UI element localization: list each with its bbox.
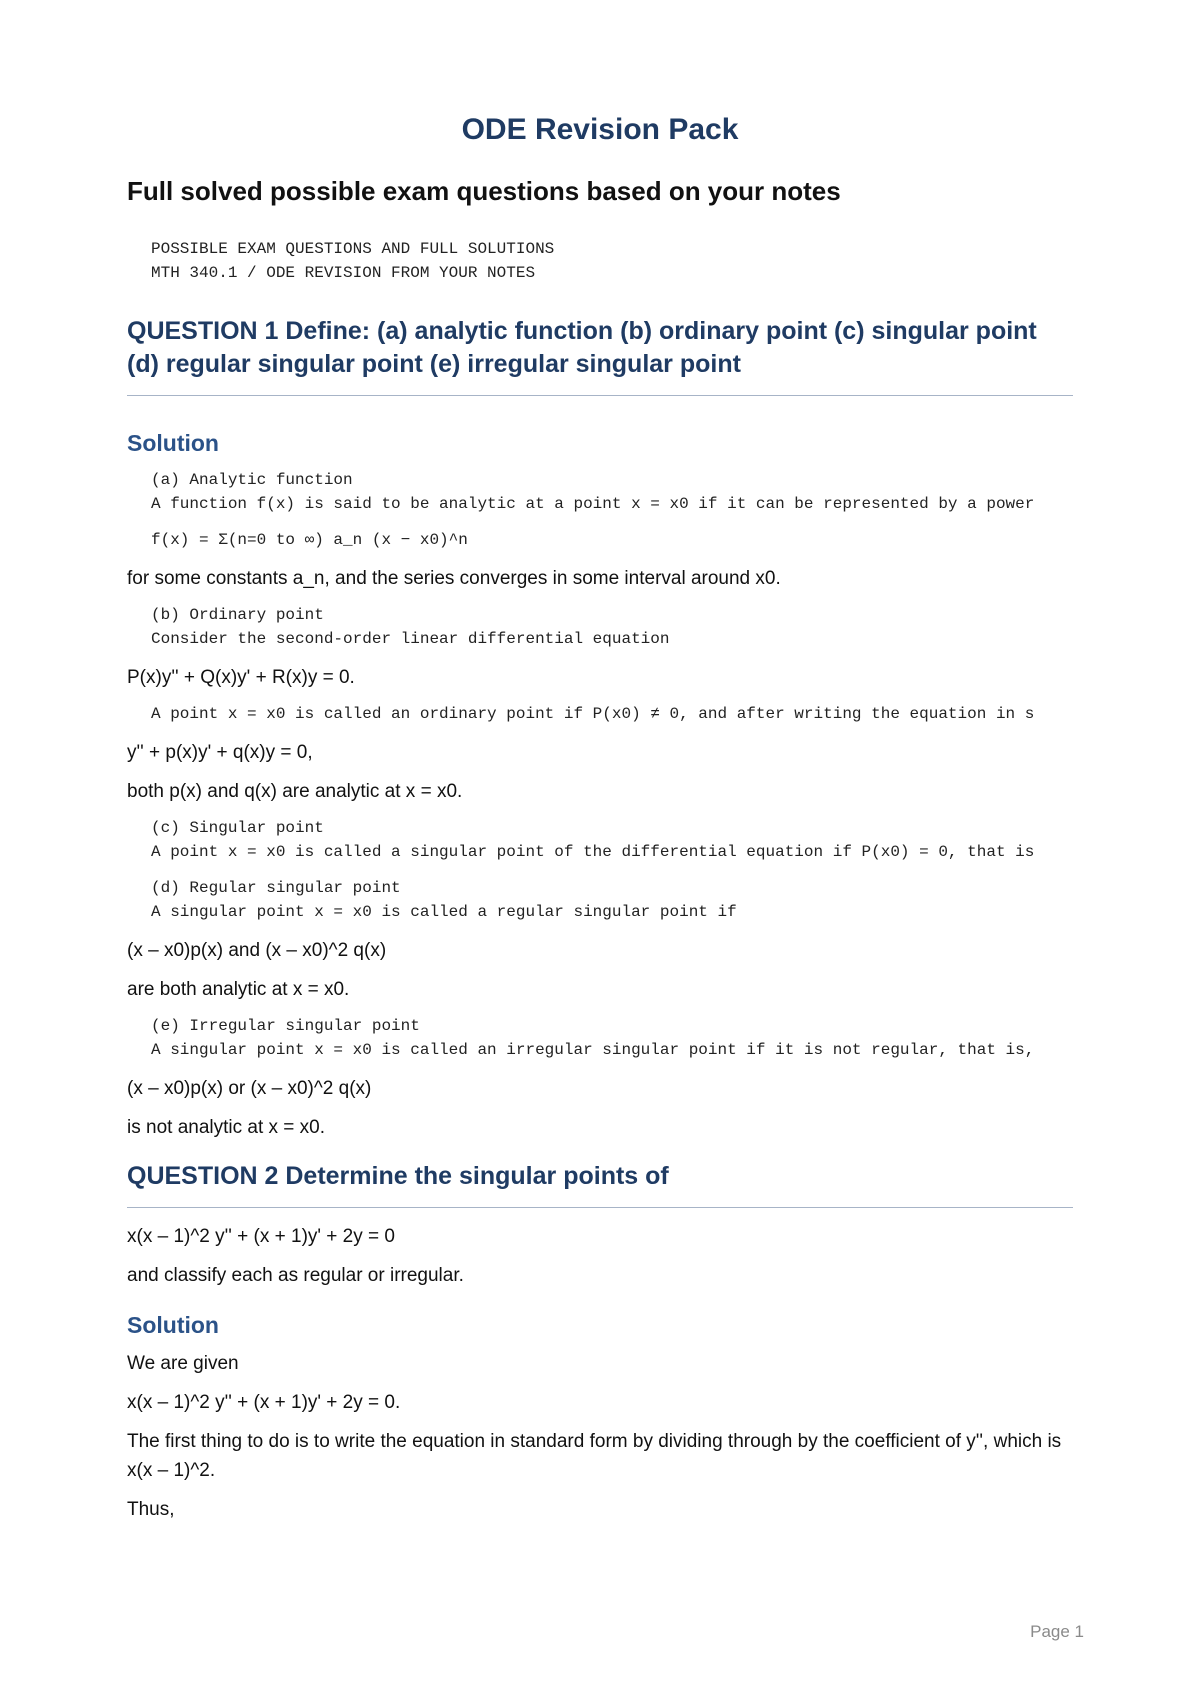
header-block	[127, 237, 1200, 285]
equation: x(x – 1)^2 y'' + (x + 1)y' + 2y = 0	[127, 1225, 395, 1247]
equation: x(x – 1)^2 y'' + (x + 1)y' + 2y = 0.	[127, 1392, 401, 1414]
paragraph: and classify each as regular or irregular.	[127, 1264, 464, 1286]
header-line: POSSIBLE EXAM QUESTIONS AND FULL SOLUTIONS	[151, 240, 555, 259]
definition-analytic	[127, 468, 1200, 564]
definition-text: A singular point x = x0 is called a regular singular point if	[151, 902, 737, 921]
question-1-solution-label: Solution	[127, 430, 219, 457]
definition-regular-singular	[127, 876, 1200, 936]
definition-text: A point x = x0 is called an ordinary point if P(x0) ≠ 0, and after writing the equation in s	[151, 704, 1035, 723]
question-1-heading: QUESTION 1 Define: (a) analytic function (b) ordinary point (c) singular point (d) regular singular point (e) irregular singular point	[127, 315, 1073, 396]
definition-title: (b) Ordinary point	[151, 605, 324, 624]
definition-title: (d) Regular singular point	[151, 878, 401, 897]
formula: f(x) = Σ(n=0 to ∞) a_n (x − x0)^n	[151, 530, 468, 549]
definition-text: Consider the second-order linear differential equation	[151, 629, 670, 648]
question-2-solution-label: Solution	[127, 1311, 219, 1338]
equation: (x – x0)p(x) or (x – x0)^2 q(x)	[127, 1077, 372, 1099]
definition-ordinary-cont	[127, 702, 1200, 738]
definition-title: (e) Irregular singular point	[151, 1016, 420, 1035]
document-title: ODE Revision Pack	[461, 113, 739, 146]
definition-singular	[127, 816, 1200, 876]
paragraph: are both analytic at x = x0.	[127, 978, 350, 1000]
equation: (x – x0)p(x) and (x – x0)^2 q(x)	[127, 939, 387, 961]
equation: y'' + p(x)y' + q(x)y = 0,	[127, 741, 313, 763]
paragraph: both p(x) and q(x) are analytic at x = x0.	[127, 780, 463, 802]
definition-ordinary	[127, 603, 1200, 663]
paragraph: Thus,	[127, 1499, 175, 1521]
page-number: Page 1	[1030, 1622, 1084, 1641]
definition-text: A singular point x = x0 is called an irregular singular point if it is not regular, that is,	[151, 1040, 1035, 1059]
definition-title: (c) Singular point	[151, 818, 324, 837]
paragraph: The first thing to do is to write the equation in standard form by dividing through by the coefficient of y'', which is x(x – 1)^2.	[127, 1431, 1062, 1482]
definition-title: (a) Analytic function	[151, 470, 353, 489]
paragraph: We are given	[127, 1353, 239, 1375]
definition-text: A point x = x0 is called a singular point of the differential equation if P(x0) = 0, that is	[151, 842, 1035, 861]
paragraph: is not analytic at x = x0.	[127, 1116, 326, 1138]
header-line: MTH 340.1 / ODE REVISION FROM YOUR NOTES	[151, 264, 536, 283]
document-subtitle: Full solved possible exam questions based on your notes	[127, 176, 841, 206]
definition-irregular-singular	[127, 1014, 1200, 1074]
question-2-heading: QUESTION 2 Determine the singular points of	[127, 1160, 1073, 1208]
paragraph: for some constants a_n, and the series converges in some interval around x0.	[127, 567, 781, 589]
equation: P(x)y'' + Q(x)y' + R(x)y = 0.	[127, 666, 355, 688]
definition-text: A function f(x) is said to be analytic at a point x = x0 if it can be represented by a power	[151, 494, 1035, 513]
page-content	[127, 112, 1200, 1534]
